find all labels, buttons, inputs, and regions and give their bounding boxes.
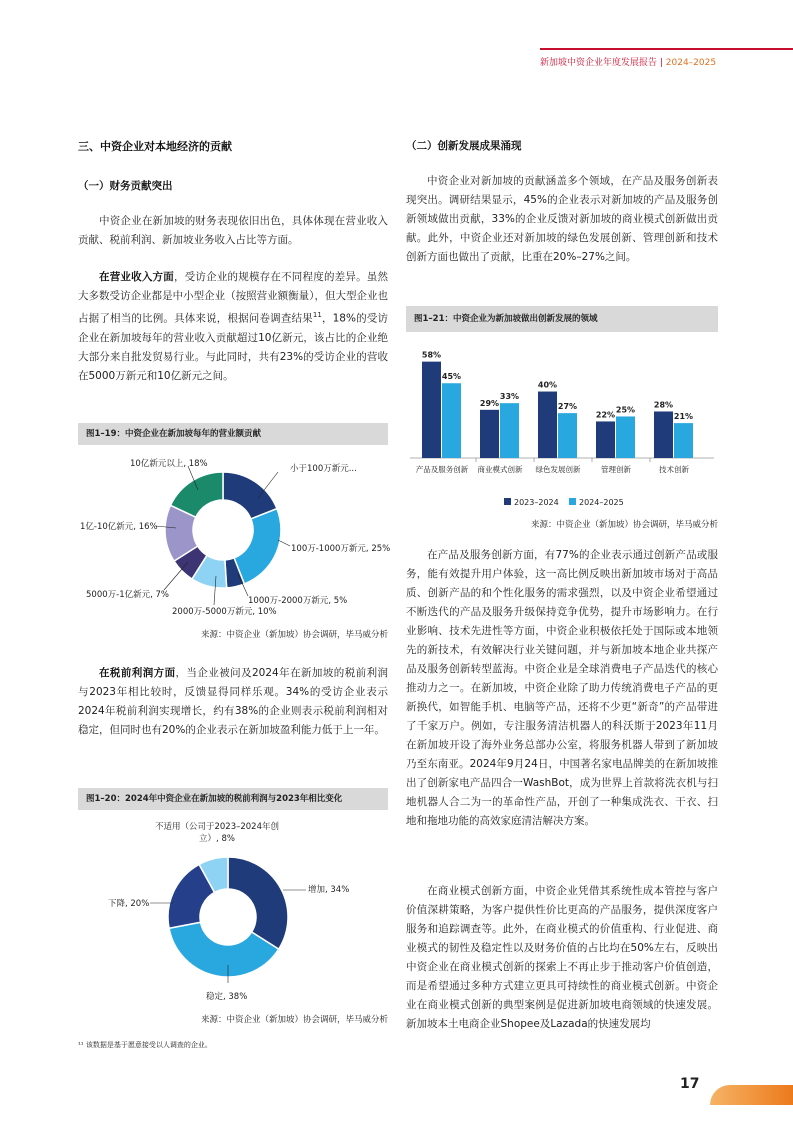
left-paragraph-3	[78, 664, 388, 740]
fig21-bar-3-0	[596, 421, 615, 458]
header-separator: |	[657, 58, 666, 68]
fig19-leader	[164, 562, 188, 590]
p2-text-a: ，受访企业的规模存在不同程度的差异。虽然大多数受访企业都是中小型企业（按照营业额衡量），但大型企业也占据了相当的比例。具体来说，根据问卷调查结果	[78, 271, 389, 325]
fig19-label-under-1m: 小于100万新元...	[290, 464, 357, 474]
left-paragraph-1: 中资企业在新加坡的财务表现依旧出色，具体体现在营业收入贡献、税前利润、新加坡业务收入占比等方面。	[78, 215, 388, 246]
header-rule	[540, 48, 793, 50]
fig20-title: 图1–20：2024年中资企业在新加坡的税前利润与2023年相比变化	[78, 788, 388, 810]
fig20-source-wrap	[78, 1013, 388, 1025]
fig21-category-label-2: 绿色发展创新	[535, 465, 581, 474]
fig21-bar-label-0-1: 45%	[441, 372, 462, 382]
fig19-slice-1	[234, 509, 281, 584]
fig20-label-na: 不适用（公司于2023–2024年创立）, 8%	[154, 822, 279, 844]
left-section-title: 三、中资企业对本地经济的贡献	[78, 140, 232, 153]
right-paragraph-3: 在商业模式创新方面，中资企业凭借其系统性成本管控与客户价值深耕策略，为客户提供性价比更高的产品服务，提供深度客户服务和追踪调查等。此外，在商业模式的价值重构、行业促进、商业模式的韧性及稳定性以及财务价值的占比均在50%左右，反映出中资企业在商业模式创新的探索上不再止步于推动客户价值创造，而是希望通过多种方式建立更具可持续性的商业模式创新。中资企业在商业模式创新的典型案例是促进新加坡电商领域的快速发展。新加坡本土电商企业Shopee及Lazada的快速发展均	[406, 885, 718, 1030]
fig21-source: 来源：中资企业（新加坡）协会调研，毕马威分析	[530, 520, 718, 530]
fig19-label-100m-1b: 1亿-10亿新元, 16%	[80, 522, 158, 532]
legend-label-2023: 2023–2024	[514, 498, 559, 507]
fig21-bar-label-2-1: 27%	[557, 402, 578, 412]
fig21-bar-label-1-1: 33%	[499, 392, 520, 402]
fig21-bar-0-1	[442, 383, 461, 458]
fig19-label-over-1b: 10亿新元以上, 18%	[130, 459, 208, 469]
legend-swatch-2024	[569, 498, 576, 505]
fig20-donut-chart	[78, 815, 388, 1010]
fig21-category-label-3: 管理创新	[601, 465, 631, 474]
fig21-bar-0-0	[422, 362, 441, 458]
header-year: 2024–2025	[665, 58, 717, 68]
fig21-bar-label-2-0: 40%	[537, 380, 558, 390]
left-paragraph-2-wrap	[78, 268, 388, 386]
fig19-label-20m-50m: 2000万-5000万新元, 10%	[172, 607, 277, 617]
left-paragraph-1-wrap	[78, 212, 388, 250]
p3-lead: 在税前利润方面	[99, 667, 176, 679]
fig21-bar-label-1-0: 29%	[479, 398, 500, 408]
left-subtitle-wrap	[78, 178, 388, 193]
legend-label-2024: 2024–2025	[579, 498, 624, 507]
left-subtitle: （一）财务贡献突出	[78, 180, 173, 192]
fig21-bar-3-1	[616, 416, 635, 458]
fig21-bar-4-1	[674, 423, 693, 458]
fig19-title-wrap	[78, 423, 388, 445]
left-paragraph-3-wrap	[78, 664, 388, 740]
fig21-bar-chart	[406, 336, 718, 512]
footnote: ¹¹ 该数据是基于愿意接受以人调查的企业。	[78, 1041, 212, 1049]
fig19-source: 来源：中资企业（新加坡）协会调研，毕马威分析	[200, 630, 388, 640]
fig19-label-1m-10m: 100万-1000万新元, 25%	[291, 544, 391, 554]
fig21-bar-4-0	[654, 411, 673, 458]
left-section-title-wrap	[78, 138, 388, 154]
fig21-bar-label-3-1: 25%	[615, 405, 636, 415]
fig21-source-wrap	[406, 518, 718, 530]
fig21-category-label-4: 技术创新	[659, 465, 689, 474]
fig19-source-wrap	[78, 628, 388, 640]
fig19-label-10m-20m: 1000万-2000万新元, 5%	[248, 596, 348, 606]
fig21-category-label-0: 产品及服务创新	[415, 465, 469, 474]
fig21-category-label-1: 商业模式创新	[477, 465, 523, 474]
fig21-title-wrap	[406, 306, 718, 332]
p2-text-b: ，18%的受访企业在新加坡每年的营业收入贡献超过10亿新元，该占比的企业绝大部分来自批发贸易行业。与此同时，共有23%的受访企业的营收在5000万新元和10亿新元之间。	[78, 312, 388, 382]
corner-decoration	[710, 1085, 793, 1105]
fig21-bar-2-1	[558, 413, 577, 458]
running-header	[540, 55, 716, 68]
p2-lead: 在营业收入方面	[99, 271, 174, 283]
right-paragraph-1: 中资企业对新加坡的贡献涵盖多个领域，在产品及服务创新表现突出。调研结果显示，45%的企业表示对新加坡的产品及服务创新领域做出贡献，33%的企业反馈对新加坡的商业模式创新做出贡献。此外，中资企业还对新加坡的绿色发展创新、管理创新和技术创新方面也做出了贡献，比重在20%–27%之间。	[406, 175, 718, 263]
fig21-bar-label-3-0: 22%	[595, 410, 616, 420]
fig20-label-increase: 增加, 34%	[308, 885, 350, 895]
fig20-label-decrease: 下降, 20%	[108, 899, 150, 909]
header-report-title: 新加坡中资企业年度发展报告	[540, 58, 658, 68]
fig21-bar-2-0	[538, 392, 557, 458]
right-subtitle: （二）创新发展成果涌现	[406, 140, 522, 152]
fig21-bar-1-0	[480, 410, 499, 458]
legend-swatch-2023	[504, 498, 511, 505]
footnote-ref: 11	[312, 311, 322, 319]
fig21-legend	[504, 498, 624, 507]
fig19-title: 图1–19：中资企业在新加坡每年的营业额贡献	[78, 423, 388, 445]
fig21-bar-label-4-1: 21%	[673, 412, 694, 422]
right-paragraph-2: 在产品及服务创新方面，有77%的企业表示通过创新产品或服务，能有效提升用户体验，这一高比例反映出新加坡市场对于高品质、创新产品的和个性化服务的需求强烈，以及中资企业希望通过不断迭代的产品及服务升级保持竞争优势，提升市场影响力。在行业影响、技术先进性等方面，中资企业积极依托处于国际或本地领先的新技术，有效解决行业关键问题，并与新加坡本地企业共探产品及服务创新转型蓝海。中资企业是全球消费电子产品迭代的核心推动力之一。在新加坡，中资企业除了助力传统消费电子产品的更新换代，如智能手机、电脑等产品，还将不少更“新奇”的产品带进了千家万户。例如，专注服务清洁机器人的科沃斯于2023年11月在新加坡开设了海外业务总部办公室，将服务机器人带到了新加坡乃至东南亚。2024年9月24日，中国著名家电品牌美的在新加坡推出了创新家电产品四合一WashBot，成为世界上首款将洗衣机与扫地机器人合二为一的革命性产品，开创了一种集成洗衣、干衣、扫地和拖地功能的高效家庭清洁解决方案。	[406, 549, 718, 827]
fig20-label-stable: 稳定, 38%	[206, 992, 248, 1002]
fig21-title: 图1–21：中资企业为新加坡做出创新发展的领域	[406, 306, 718, 332]
fig21-bar-1-1	[500, 403, 519, 458]
p3-text: ，当企业被问及2024年在新加坡的税前利润与2023年相比较时，反馈显得同样乐观。34%的受访企业表示2024年税前利润实现增长，约有38%的企业则表示税前利润相对稳定，但同时也有20%的企业表示在新加坡盈利能力低于上一年。	[78, 667, 388, 736]
fig21-bar-label-0-0: 58%	[421, 350, 442, 360]
fig19-label-50m-100m: 5000万-1亿新元, 7%	[86, 590, 169, 600]
fig21-bar-label-4-0: 28%	[653, 400, 674, 410]
right-subtitle-wrap	[406, 138, 718, 153]
right-paragraph-2-wrap	[406, 546, 718, 831]
page-number: 17	[680, 1076, 700, 1092]
right-paragraph-1-wrap	[406, 172, 718, 267]
left-paragraph-2	[78, 268, 388, 386]
fig20-source: 来源：中资企业（新加坡）协会调研，毕马威分析	[200, 1015, 388, 1025]
right-paragraph-3-wrap	[406, 882, 718, 1034]
fig20-title-wrap	[78, 788, 388, 810]
